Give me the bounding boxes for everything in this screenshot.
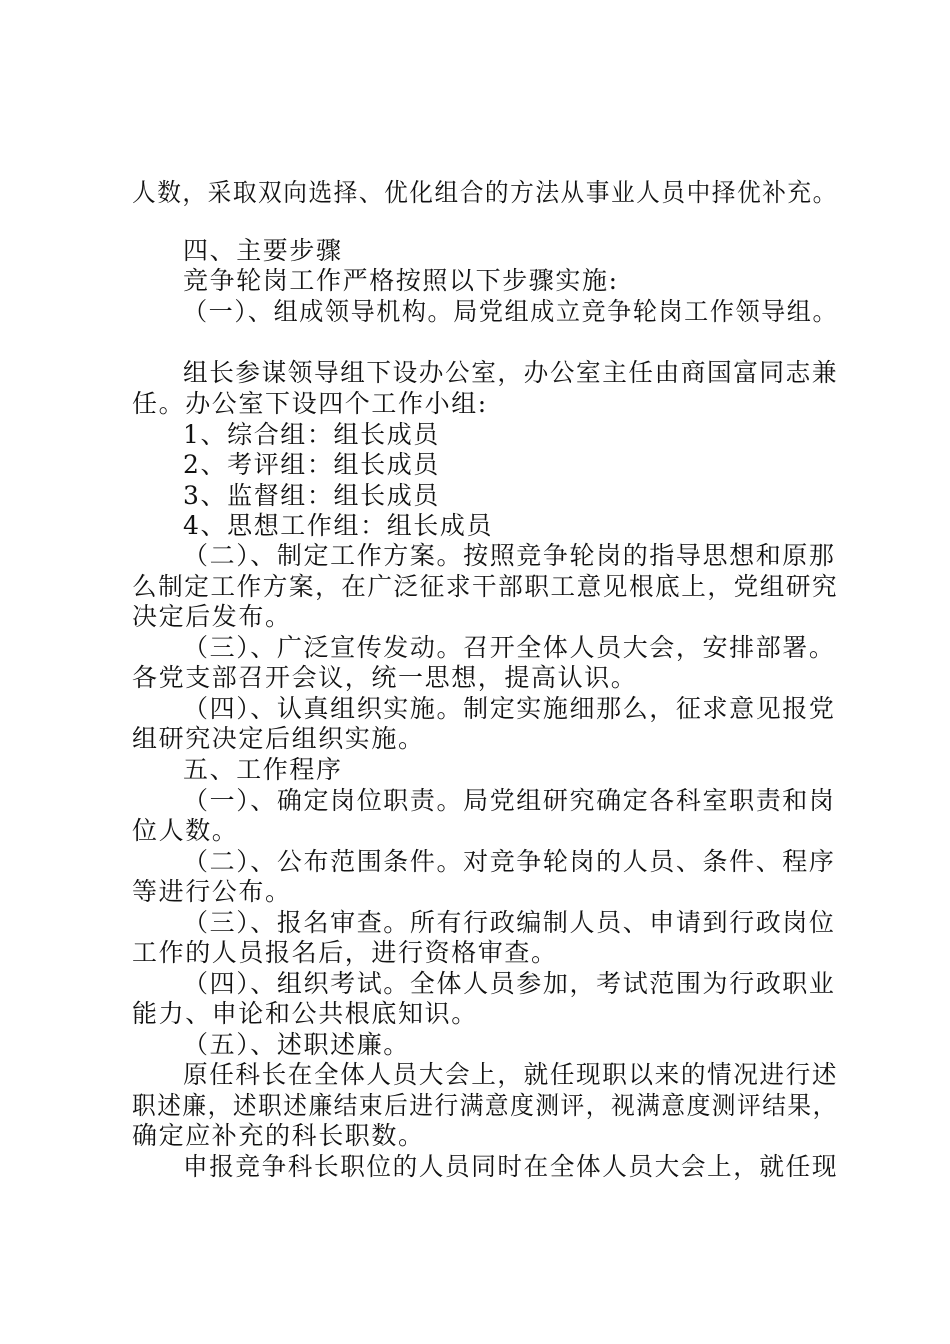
line-text: 原任科长在全体人员大会上，就任现职以来的情况进行述	[183, 1060, 839, 1089]
line-text: 人数，采取双向选择、优化组合的方法从事业人员中择优补充。	[132, 178, 838, 207]
line-text: （二）、制定工作方案。按照竞争轮岗的指导思想和原那	[183, 541, 836, 570]
line-text: 能力、申论和公共根底知识。	[132, 999, 478, 1028]
line-text: 五、工作程序	[183, 755, 343, 784]
line-text: 2、考评组：组长成员	[183, 450, 440, 479]
line-text: 4、思想工作组：组长成员	[183, 511, 494, 540]
line-text: 任。办公室下设四个工作小组:	[132, 389, 488, 418]
line-text: 四、主要步骤	[183, 236, 343, 265]
line-text: 位人数。	[132, 816, 239, 845]
line-text: （一）、确定岗位职责。局党组研究确定各科室职责和岗	[183, 786, 836, 815]
line-text: 职述廉，述职述廉结束后进行满意度测评，视满意度测评结果，	[132, 1091, 838, 1120]
line-text: 1、综合组：组长成员	[183, 420, 440, 449]
line-text: （三）、广泛宣传发动。召开全体人员大会，安排部署。	[183, 633, 836, 662]
line-text: （五）、述职述廉。	[183, 1030, 410, 1059]
line-text: 决定后发布。	[132, 602, 292, 631]
line-text: 工作的人员报名后，进行资格审查。	[132, 938, 558, 967]
line-text: 各党支部召开会议，统一思想，提高认识。	[132, 663, 638, 692]
line-text: （一）、组成领导机构。局党组成立竞争轮岗工作领导组。	[183, 297, 839, 326]
line-text: 确定应补充的科长职数。	[132, 1121, 425, 1150]
line-text: 3、监督组：组长成员	[183, 481, 440, 510]
line-text: 组研究决定后组织实施。	[132, 724, 425, 753]
line-text: （三）、报名审查。所有行政编制人员、申请到行政岗位	[183, 908, 836, 937]
line-text: 竞争轮岗工作严格按照以下步骤实施:	[183, 266, 619, 295]
line-text: 申报竞争科长职位的人员同时在全体人员大会上，就任现	[183, 1152, 839, 1181]
line-text: 么制定工作方案，在广泛征求干部职工意见根底上，党组研究	[132, 572, 839, 601]
line-text: （二）、公布范围条件。对竞争轮岗的人员、条件、程序	[183, 847, 836, 876]
line-text: （四）、组织考试。全体人员参加，考试范围为行政职业	[183, 969, 836, 998]
line-text: 等进行公布。	[132, 877, 292, 906]
line-text: 组长参谋领导组下设办公室，办公室主任由商国富同志兼	[183, 358, 839, 387]
line-text: （四）、认真组织实施。制定实施细那么，征求意见报党	[183, 694, 836, 723]
